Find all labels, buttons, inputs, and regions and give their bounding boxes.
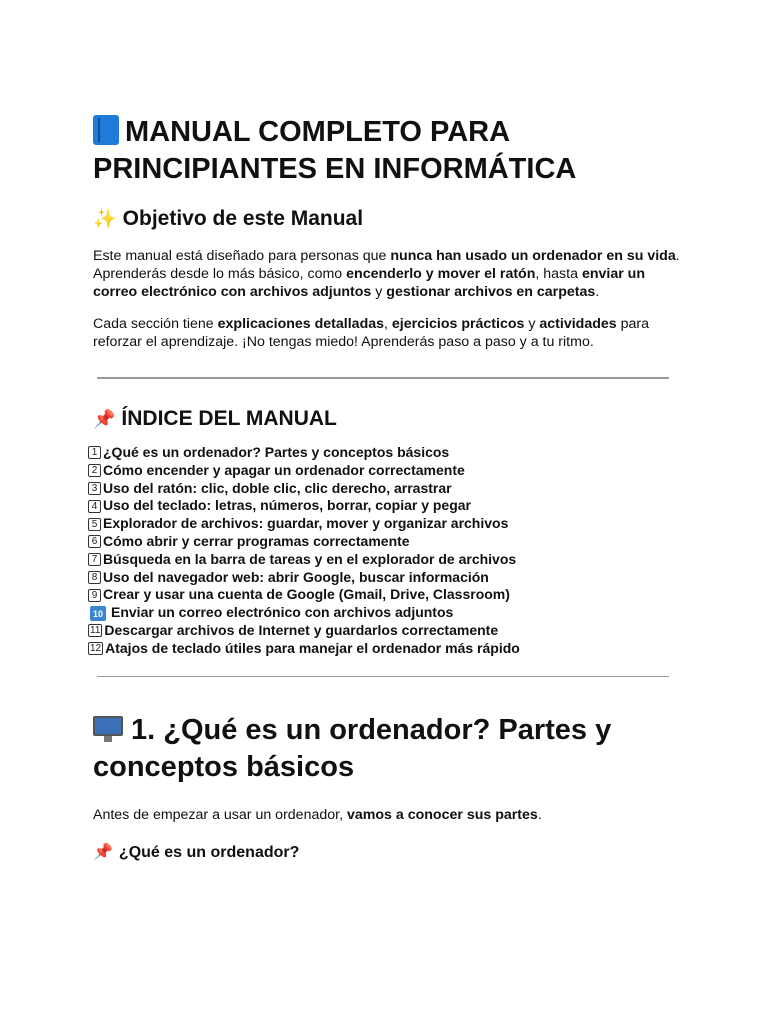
index-heading: 📌 ÍNDICE DEL MANUAL <box>93 405 683 434</box>
divider <box>97 377 669 379</box>
objective-heading: ✨ Objetivo de este Manual <box>93 205 683 233</box>
keycap-ten-icon: 10 <box>90 606 106 621</box>
title-line-1: MANUAL COMPLETO PARA <box>125 116 511 148</box>
section-1-heading: 1. ¿Qué es un ordenador? Partes y conceptos básicos <box>93 713 612 783</box>
keycap-number-icon: 7 <box>88 553 101 566</box>
page-title <box>93 114 683 188</box>
pushpin-icon: 📌 <box>93 409 116 430</box>
index-item[interactable]: 7 Búsqueda en la barra de tareas y en el explorador de archivos <box>88 551 683 569</box>
document-content <box>90 114 683 864</box>
index-item[interactable]: 2 Cómo encender y apagar un ordenador correctamente <box>88 462 683 480</box>
desktop-computer-icon <box>93 716 123 742</box>
index-item[interactable]: 4 Uso del teclado: letras, números, borrar, copiar y pegar <box>88 497 683 515</box>
index-item[interactable]: 8 Uso del navegador web: abrir Google, buscar información <box>88 569 683 587</box>
section-1-subheading: 📌 ¿Qué es un ordenador? <box>93 841 300 861</box>
index-item[interactable]: 3 Uso del ratón: clic, doble clic, clic derecho, arrastrar <box>88 480 683 498</box>
index-item[interactable]: 11 Descargar archivos de Internet y guardarlos correctamente <box>90 621 499 638</box>
index-item[interactable]: 9 Crear y usar una cuenta de Google (Gmail, Drive, Classroom) <box>88 586 683 604</box>
index-item[interactable]: 5 Explorador de archivos: guardar, mover y organizar archivos <box>88 515 683 533</box>
section-1-intro: Antes de empezar a usar un ordenador, vamos a conocer sus partes. <box>93 806 542 823</box>
keycap-number-icon: 9 <box>88 589 101 602</box>
index-item[interactable]: 10 Enviar un correo electrónico con archivos adjuntos <box>88 604 683 622</box>
objective-paragraph-2: Cada sección tiene explicaciones detalladas, ejercicios prácticos y actividades para reforzar el aprendizaje. ¡No tengas miedo! Aprenderás paso a paso y a tu ritmo. <box>93 316 650 350</box>
book-icon <box>93 115 119 145</box>
index-item[interactable]: 6 Cómo abrir y cerrar programas correctamente <box>88 533 683 551</box>
keycap-number-icon: 8 <box>88 571 101 584</box>
title-line-2: PRINCIPIANTES EN INFORMÁTICA <box>93 153 577 185</box>
index-list <box>88 444 683 658</box>
index-item[interactable]: 12 Atajos de teclado útiles para manejar el ordenador más rápido <box>90 639 520 656</box>
keycap-number-icon: 6 <box>88 535 101 548</box>
keycap-number-icon: 2 <box>88 464 101 477</box>
keycap-number-icon: 1 <box>88 446 101 459</box>
keycap-number-icon: 4 <box>88 500 101 513</box>
index-item[interactable]: 1 ¿Qué es un ordenador? Partes y conceptos básicos <box>88 444 683 462</box>
pushpin-icon: 📌 <box>93 841 113 861</box>
objective-paragraph-1: Este manual está diseñado para personas que nunca han usado un ordenador en su vida. Aprenderás desde lo más básico, como encenderlo y mover el ratón, hasta enviar un correo electrónico con archivos adjuntos y gestionar archivos en carpetas. <box>93 248 680 300</box>
keycap-number-icon: 5 <box>88 518 101 531</box>
divider <box>97 676 669 677</box>
sparkles-icon: ✨ <box>93 208 117 230</box>
keycap-number-icon: 11 <box>90 625 101 637</box>
keycap-number-icon: 3 <box>88 482 101 495</box>
keycap-number-icon: 12 <box>90 643 102 655</box>
